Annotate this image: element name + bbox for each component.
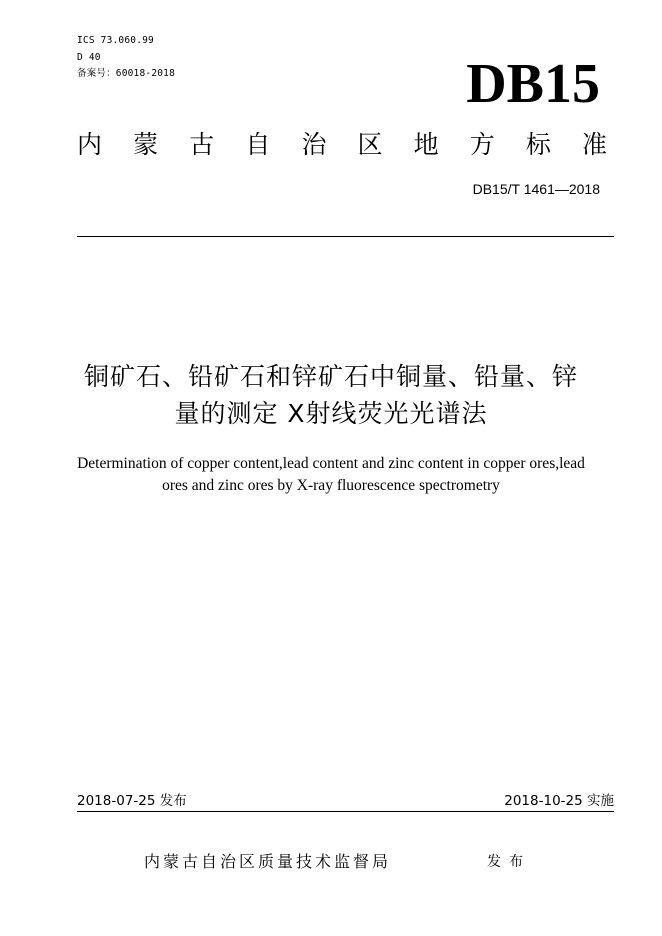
ccs-code: D 40 xyxy=(77,51,101,63)
standard-number: DB15/T 1461—2018 xyxy=(472,181,600,197)
english-title-line-2: ores and zinc ores by X-ray fluorescence spectrometry xyxy=(162,477,500,494)
standard-code-logo: DB15 xyxy=(466,53,600,115)
english-title-line-1: Determination of copper content,lead content and zinc content in copper ores,lead xyxy=(77,455,585,472)
standard-type-char: 标 xyxy=(525,130,551,159)
filing-number: 备案号：60018-2018 xyxy=(77,68,175,79)
chinese-title xyxy=(40,358,622,432)
top-divider xyxy=(77,236,614,237)
chinese-title-line-2: 量的测定 X射线荧光光谱法 xyxy=(174,399,488,428)
standard-type-heading xyxy=(77,127,607,163)
standard-type-char: 准 xyxy=(581,130,607,159)
standard-type-char: 自 xyxy=(245,130,271,159)
issue-date: 2018-07-25 发布 xyxy=(77,793,187,809)
standard-type-char: 内 xyxy=(77,130,103,159)
standard-type-char: 治 xyxy=(301,130,327,159)
standard-type-char: 方 xyxy=(469,130,495,159)
issuing-authority: 内蒙古自治区质量技术监督局 xyxy=(144,852,392,871)
standard-type-char: 古 xyxy=(189,130,215,159)
implementation-date: 2018-10-25 实施 xyxy=(504,793,614,809)
english-title xyxy=(40,453,622,497)
ics-code: ICS 73.060.99 xyxy=(77,35,154,46)
standard-type-char: 蒙 xyxy=(133,130,159,159)
chinese-title-line-1: 铜矿石、铅矿石和锌矿石中铜量、铅量、锌 xyxy=(83,362,578,391)
bottom-divider xyxy=(77,811,614,812)
publish-label: 发布 xyxy=(487,854,531,870)
standard-type-char: 地 xyxy=(413,130,439,159)
classification-block xyxy=(77,33,175,83)
standard-type-char: 区 xyxy=(357,130,383,159)
